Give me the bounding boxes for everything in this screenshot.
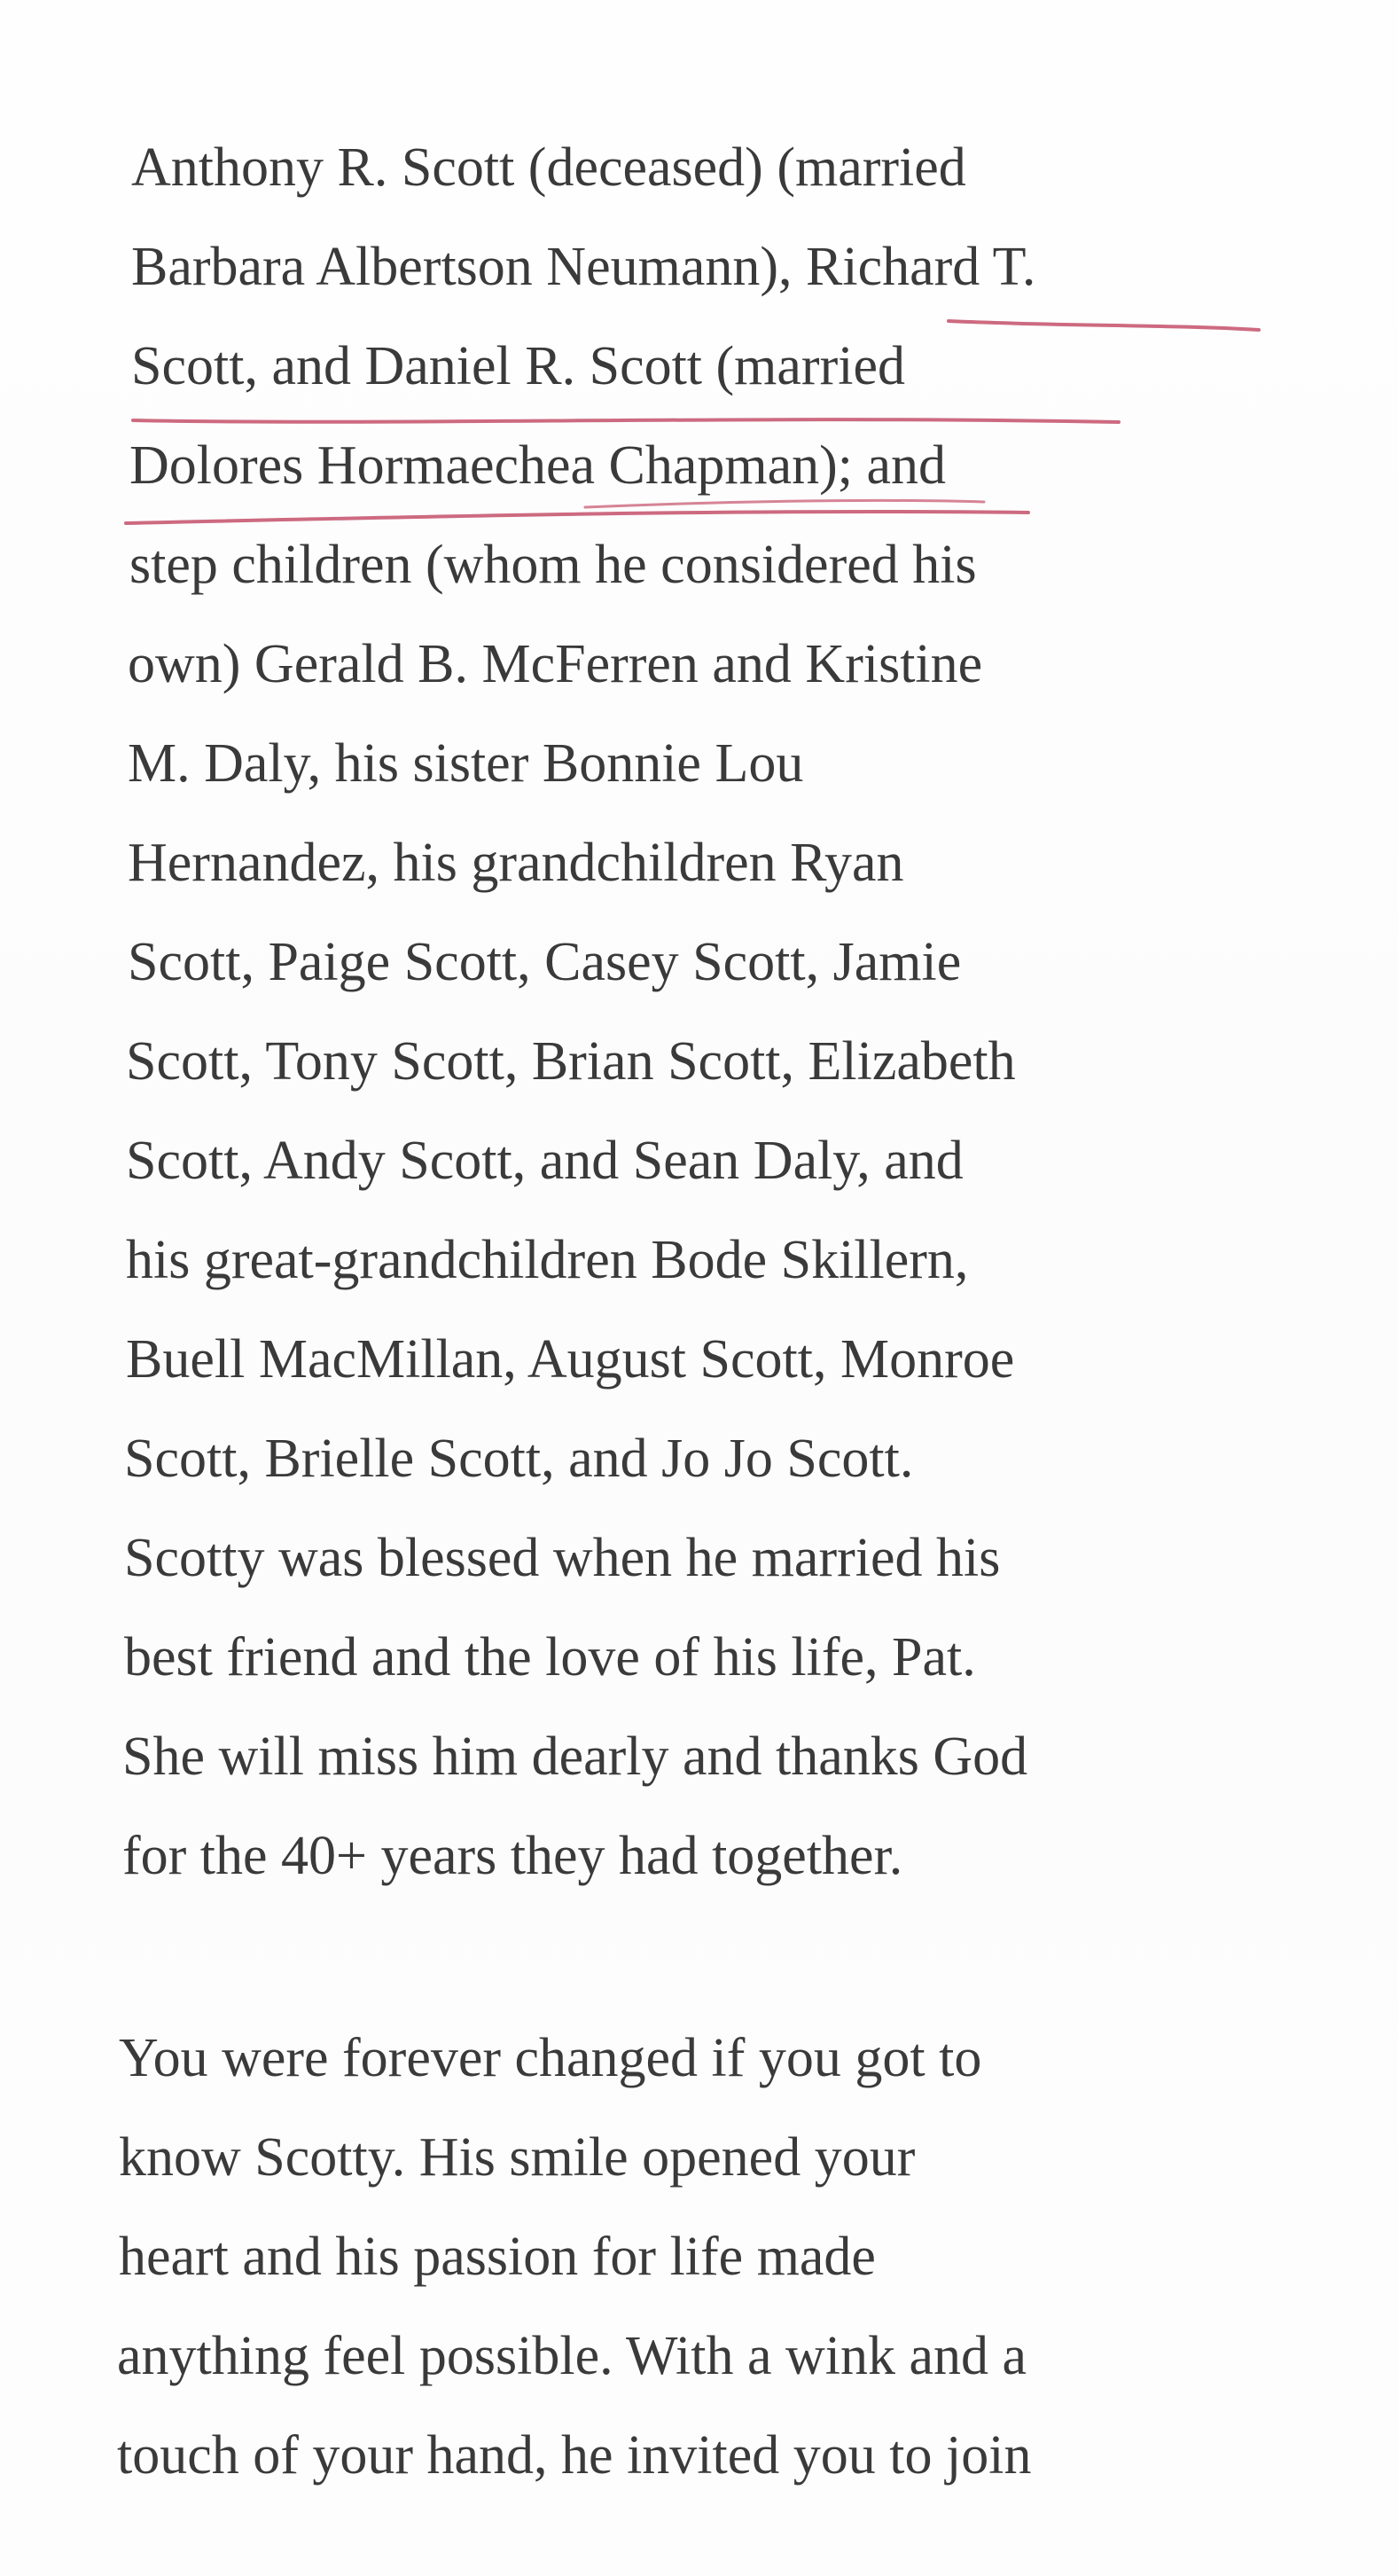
text-line-9: Scott, Paige Scott, Casey Scott, Jamie (128, 932, 962, 992)
text-line-7: M. Daly, his sister Bonnie Lou (128, 733, 804, 794)
text-line-12: his great-grandchildren Bode Skillern, (126, 1230, 969, 1290)
text-line-11: Scott, Andy Scott, and Sean Daly, and (126, 1131, 964, 1191)
underline-stroke-3 (126, 512, 1028, 523)
text-line-16: best friend and the love of his life, Pat. (124, 1627, 976, 1687)
text-line-21: heart and his passion for life made (119, 2227, 876, 2287)
text-line-6: own) Gerald B. McFerren and Kristine (128, 634, 983, 694)
text-line-18: for the 40+ years they had together. (122, 1826, 903, 1886)
text-line-20: know Scotty. His smile opened your (119, 2127, 916, 2188)
text-line-14: Scott, Brielle Scott, and Jo Jo Scott. (124, 1429, 914, 1489)
text-line-5: step children (whom he considered his (129, 535, 977, 595)
text-line-4: Dolores Hormaechea Chapman); and (129, 435, 947, 496)
underline-stroke-2 (133, 419, 1119, 422)
text-line-8: Hernandez, his grandchildren Ryan (128, 833, 904, 893)
text-line-13: Buell MacMillan, August Scott, Monroe (126, 1329, 1015, 1390)
underline-stroke-4 (585, 500, 984, 507)
text-line-22: anything feel possible. With a wink and a (117, 2326, 1027, 2386)
text-line-15: Scotty was blessed when he married his (124, 1528, 1001, 1588)
underline-stroke-1 (949, 321, 1259, 330)
text-line-1: Anthony R. Scott (deceased) (married (131, 137, 966, 198)
text-line-2: Barbara Albertson Neumann), Richard T. (131, 237, 1036, 297)
text-line-10: Scott, Tony Scott, Brian Scott, Elizabeth (126, 1031, 1016, 1092)
text-line-23: touch of your hand, he invited you to join (117, 2425, 1032, 2486)
text-line-3: Scott, and Daniel R. Scott (married (131, 336, 905, 396)
text-line-17: She will miss him dearly and thanks God (122, 1726, 1028, 1787)
text-line-19: You were forever changed if you got to (119, 2028, 982, 2088)
